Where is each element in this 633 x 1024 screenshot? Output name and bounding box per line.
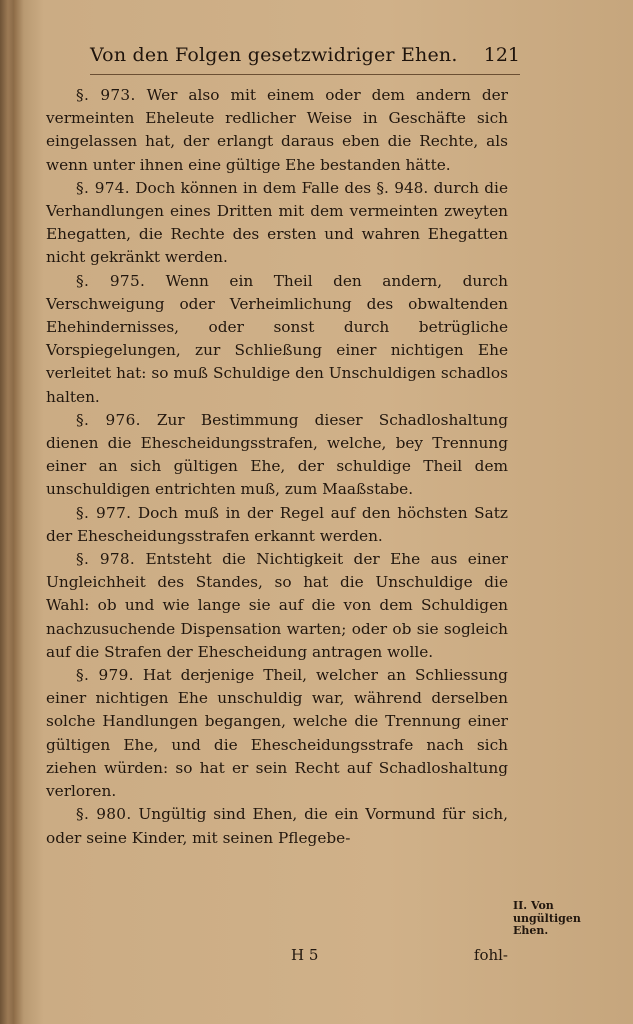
catchword: fohl- — [473, 946, 508, 964]
page-number: 121 — [483, 44, 520, 66]
signature-mark: H 5 — [291, 946, 319, 964]
margin-note: II. Von ungültigen Ehen. — [513, 899, 581, 937]
running-header — [90, 40, 520, 74]
header-rule — [90, 74, 520, 75]
section-number: §. 977. — [76, 503, 132, 522]
paragraph-text: Ungültig sind Ehen, die ein Vormund für sich, oder seine Kinder, mit seinen Pflegebe- — [46, 805, 508, 847]
paragraph-975 — [46, 270, 508, 409]
section-number: §. 975. — [76, 271, 146, 290]
section-number: §. 978. — [76, 550, 136, 569]
section-number: §. 980. — [76, 805, 132, 824]
paragraph-977 — [46, 502, 508, 548]
book-gutter-edge — [0, 0, 14, 1024]
paragraph-text: Entsteht die Nichtigkeit der Ehe aus einer Ungleichheit des Standes, so hat die Unschuldige die Wahl: ob und wie lange sie auf die von dem Schuldigen nachzusuchende Dispensation warten; oder ob sie sogleich auf die Strafen der Ehescheidung antragen wolle. — [46, 550, 508, 661]
section-number: §. 979. — [76, 666, 134, 685]
paragraph-text: Zur Bestimmung dieser Schadloshaltung dienen die Ehescheidungsstrafen, welche, bey Trennung einer an sich gültigen Ehe, der schuldige Theil dem unschuldigen entrichten muß, zum Maaßstabe. — [46, 410, 508, 499]
page-body — [46, 84, 508, 850]
section-number: §. 976. — [76, 410, 141, 429]
paragraph-979 — [46, 664, 508, 803]
section-number: §. 974. — [76, 178, 130, 197]
running-title: Von den Folgen gesetzwidriger Ehen. — [90, 44, 458, 66]
paragraph-text: Wenn ein Theil den andern, durch Verschweigung oder Verheimlichung des obwaltenden Ehehindernisses, oder sonst durch betrügliche Vorspiegelungen, zur Schließung einer nichtigen Ehe verleitet hat: so muß Schuldige den Unschuldigen schadlos halten. — [46, 271, 508, 406]
paragraph-978 — [46, 548, 508, 664]
paragraph-text: Doch muß in der Regel auf den höchsten Satz der Ehescheidungsstrafen erkannt werden. — [46, 503, 508, 545]
paragraph-text: Hat derjenige Theil, welcher an Schliessung einer nichtigen Ehe unschuldig war, während derselben solche Handlungen begangen, welche die Trennung einer gültigen Ehe, und die Ehescheidungsstrafe nach sich ziehen würden: so hat er sein Recht auf Schadloshaltung verloren. — [46, 666, 508, 801]
page-footer — [46, 946, 508, 970]
paragraph-973 — [46, 84, 508, 177]
paragraph-text: Doch können in dem Falle des §. 948. durch die Verhandlungen eines Dritten mit dem vermeinten zweyten Ehegatten, die Rechte des ersten und wahren Ehegatten nicht gekränkt werden. — [46, 178, 508, 267]
section-number: §. 973. — [76, 86, 136, 104]
paragraph-974 — [46, 177, 508, 270]
paragraph-980 — [46, 803, 508, 849]
paragraph-text: Wer also mit einem oder dem andern der vermeinten Eheleute redlicher Weise in Geschäfte sich eingelassen hat, der erlangt daraus eben die Rechte, als wenn unter ihnen eine gültige Ehe bestanden hätte. — [46, 86, 508, 174]
paragraph-976 — [46, 409, 508, 502]
